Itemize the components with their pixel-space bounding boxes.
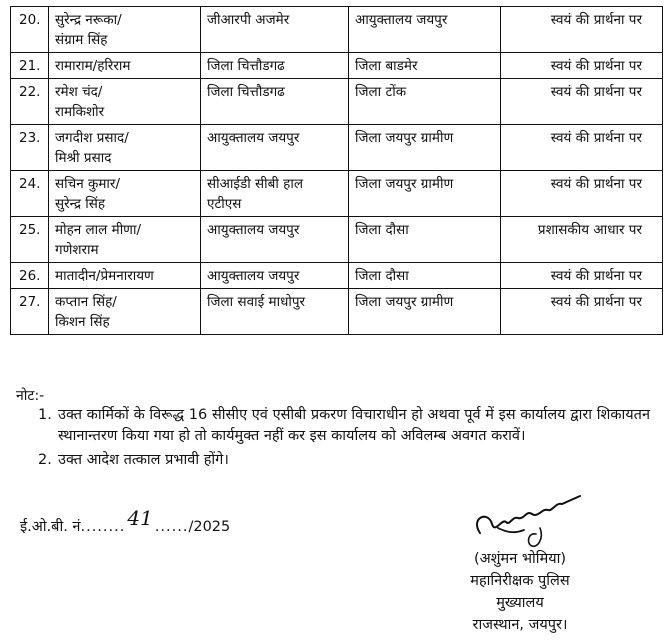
signatory-location: राजस्थान, जयपुर। — [472, 617, 568, 633]
reason-cell-text: स्वयं की प्रार्थना पर — [550, 294, 642, 310]
from-cell — [201, 53, 349, 79]
serial-number-cell — [11, 171, 49, 217]
name-cell-text: संग्राम सिंह — [55, 32, 108, 48]
from-cell-text: जिला सवाई माधोपुर — [207, 294, 306, 310]
from-cell-text: सीआईडी सीबी हाल — [207, 176, 303, 192]
from-cell — [201, 263, 349, 289]
name-cell-text: मोहन लाल मीणा/ — [55, 222, 141, 238]
name-cell-text: मातादीन/प्रेमनारायण — [55, 268, 154, 284]
name-cell — [49, 7, 201, 53]
signatory-office: मुख्यालय — [496, 595, 544, 611]
note-item — [38, 450, 650, 471]
from-cell-text: जीआरपी अजमेर — [207, 12, 290, 28]
name-cell-text: सुरेन्द्र सिंह — [55, 196, 106, 212]
from-cell-text: एटीएस — [207, 196, 242, 212]
table-row — [11, 171, 663, 217]
serial-number-cell — [11, 125, 49, 171]
from-cell — [201, 217, 349, 263]
table-row — [11, 289, 663, 335]
to-cell-text: जिला जयपुर ग्रामीण — [355, 294, 454, 310]
from-cell-text: जिला चित्तौडगढ — [207, 84, 285, 100]
reason-cell — [501, 289, 663, 335]
serial-number-cell-text: 24. — [19, 176, 41, 192]
from-cell-text: जिला चित्तौडगढ — [207, 58, 285, 74]
transfer-table-body — [11, 7, 663, 335]
signatory-block — [420, 548, 620, 636]
order-dots-before: ........ — [80, 519, 126, 535]
name-cell-text: मिश्री प्रसाद — [55, 150, 112, 166]
name-cell — [49, 79, 201, 125]
table-row — [11, 263, 663, 289]
serial-number-cell — [11, 289, 49, 335]
order-number-handwritten: 41 — [127, 506, 153, 530]
from-cell — [201, 125, 349, 171]
handwritten-signature — [440, 488, 590, 548]
notes-list — [38, 405, 650, 474]
table-row — [11, 125, 663, 171]
reason-cell — [501, 171, 663, 217]
note-label: नोट:- — [16, 388, 45, 404]
signature-stroke — [498, 528, 524, 532]
signature-loop — [529, 528, 542, 546]
from-cell-text: आयुक्तालय जयपुर — [207, 268, 300, 284]
to-cell — [349, 125, 501, 171]
to-cell-text: जिला टोंक — [355, 84, 407, 100]
reason-cell-text: स्वयं की प्रार्थना पर — [550, 84, 642, 100]
name-cell-text: रामकिशोर — [55, 104, 105, 120]
to-cell — [349, 289, 501, 335]
reason-cell-text: प्रशासकीय आधार पर — [537, 222, 642, 238]
note-item — [38, 405, 650, 447]
reason-cell-text: स्वयं की प्रार्थना पर — [550, 176, 642, 192]
serial-number-cell-text: 21. — [19, 58, 41, 74]
serial-number-cell-text: 20. — [19, 12, 41, 28]
serial-number-cell-text: 22. — [19, 84, 41, 100]
signatory-name: (अशुंमन भोमिया) — [473, 551, 567, 567]
serial-number-cell — [11, 217, 49, 263]
from-cell-text: आयुक्तालय जयपुर — [207, 130, 300, 146]
from-cell-text: आयुक्तालय जयपुर — [207, 222, 300, 238]
serial-number-cell — [11, 79, 49, 125]
table-row — [11, 79, 663, 125]
to-cell-text: जिला जयपुर ग्रामीण — [355, 176, 454, 192]
name-cell-text: किशन सिंह — [55, 314, 110, 330]
from-cell — [201, 171, 349, 217]
to-cell-text: जिला दौसा — [355, 268, 409, 284]
signatory-designation: महानिरीक्षक पुलिस — [470, 573, 570, 589]
name-cell — [49, 217, 201, 263]
serial-number-cell-text: 23. — [19, 130, 41, 146]
reason-cell-text: स्वयं की प्रार्थना पर — [550, 130, 642, 146]
table-row — [11, 217, 663, 263]
name-cell-text: सचिन कुमार/ — [55, 176, 120, 192]
to-cell — [349, 217, 501, 263]
reason-cell — [501, 53, 663, 79]
name-cell — [49, 289, 201, 335]
serial-number-cell — [11, 53, 49, 79]
name-cell-text: सुरेन्द्र नरूका/ — [55, 12, 122, 28]
name-cell-text: कप्तान सिंह/ — [55, 294, 117, 310]
from-cell — [201, 289, 349, 335]
name-cell-text: रमेश चंद/ — [55, 84, 103, 100]
to-cell-text: आयुक्तालय जयपुर — [355, 12, 448, 28]
serial-number-cell-text: 26. — [19, 268, 41, 284]
name-cell — [49, 53, 201, 79]
note-number: 1. — [38, 407, 52, 423]
table-row — [11, 7, 663, 53]
to-cell-text: जिला जयपुर ग्रामीण — [355, 130, 454, 146]
name-cell — [49, 263, 201, 289]
reason-cell — [501, 79, 663, 125]
reason-cell — [501, 263, 663, 289]
reason-cell-text: स्वयं की प्रार्थना पर — [550, 12, 642, 28]
note-number: 2. — [38, 452, 52, 468]
name-cell — [49, 125, 201, 171]
serial-number-cell-text: 27. — [19, 294, 41, 310]
to-cell — [349, 79, 501, 125]
to-cell — [349, 263, 501, 289]
order-prefix: ई.ओ.बी. नं — [20, 519, 81, 535]
serial-number-cell-text: 25. — [19, 222, 41, 238]
from-cell — [201, 79, 349, 125]
name-cell-text: रामाराम/हरिराम — [55, 58, 131, 74]
order-number-line — [20, 506, 231, 536]
reason-cell — [501, 7, 663, 53]
note-text: उक्त कार्मिकों के विरूद्ध 16 सीसीए एवं एसीबी प्रकरण विचाराधीन हो अथवा पूर्व में इस कार्यालय द्वारा शिकायतन स्थानान्तरण किया गया हो तो कार्यमुक्त नहीं कर इस कार्यालय को अविलम्ब अवगत करावें। — [58, 407, 650, 444]
to-cell — [349, 171, 501, 217]
signature-stroke — [477, 496, 580, 533]
to-cell — [349, 7, 501, 53]
from-cell — [201, 7, 349, 53]
table-row — [11, 53, 663, 79]
to-cell — [349, 53, 501, 79]
reason-cell — [501, 125, 663, 171]
to-cell-text: जिला दौसा — [355, 222, 409, 238]
name-cell-text: जगदीश प्रसाद/ — [55, 130, 129, 146]
transfer-table — [10, 6, 663, 335]
serial-number-cell — [11, 7, 49, 53]
note-text: उक्त आदेश तत्काल प्रभावी होंगे। — [58, 452, 229, 468]
reason-cell-text: स्वयं की प्रार्थना पर — [550, 268, 642, 284]
reason-cell-text: स्वयं की प्रार्थना पर — [550, 58, 642, 74]
serial-number-cell — [11, 263, 49, 289]
reason-cell — [501, 217, 663, 263]
name-cell — [49, 171, 201, 217]
order-year: /2025 — [188, 519, 231, 535]
to-cell-text: जिला बाडमेर — [355, 58, 418, 74]
order-dots-after: ...... — [154, 519, 189, 535]
name-cell-text: गणेशराम — [55, 242, 99, 258]
